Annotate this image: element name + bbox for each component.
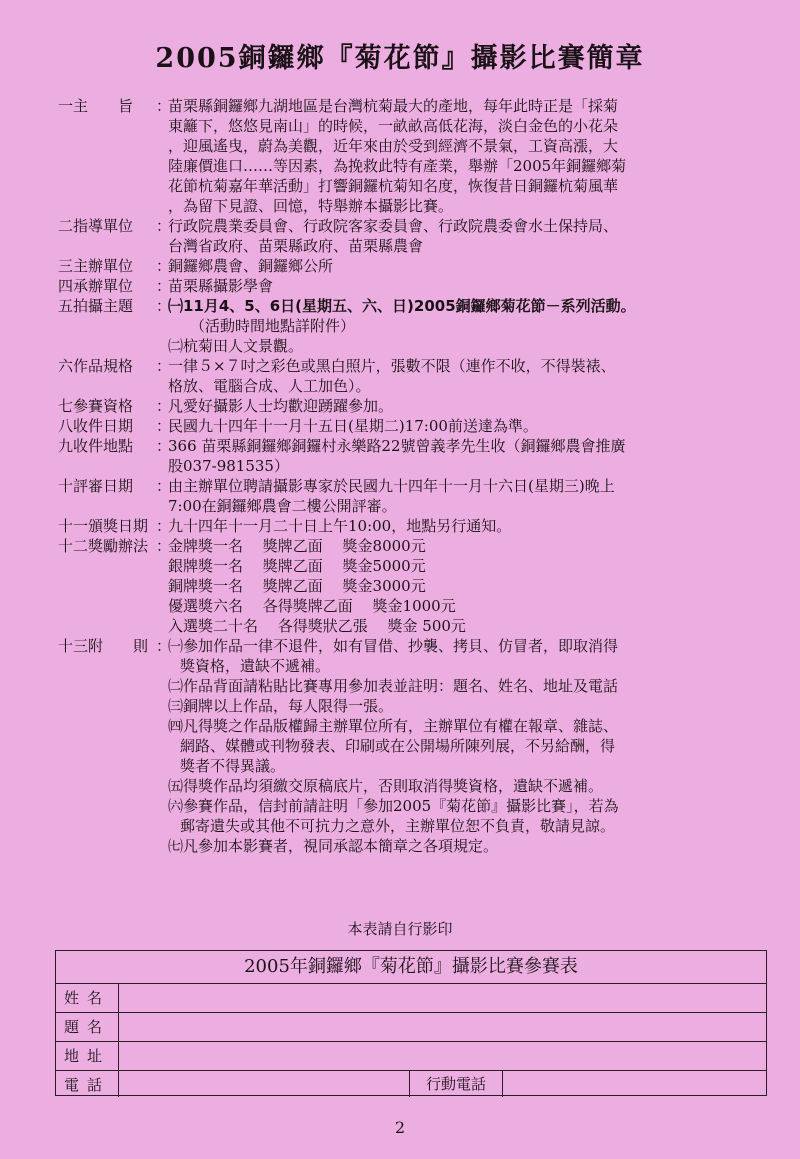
rule-label: 九收件地點 [58,437,134,455]
phone-label: 電話 [56,1071,119,1097]
rule-label: 十三附 則 [58,637,149,655]
rule-label: 五拍攝主題 [58,297,134,315]
rule-line: 7:00在銅鑼鄉農會二樓公開評審。 [168,497,397,515]
award-line: 銅牌獎一名 獎牌乙面 獎金3000元 [168,577,426,595]
title-label: 題名 [56,1013,119,1041]
rule-line: ，迎風遙曳，蔚為美觀，近年來由於受到經濟不景氣，工資高漲，大 [168,137,619,155]
address-label: 地址 [56,1042,119,1070]
title-field[interactable] [119,1013,766,1041]
rule-line: 東籬下，悠悠見南山」的時候，一畝畝高低花海，淡白金色的小花朵 [168,117,619,135]
rule-label: 二指導單位 [58,217,134,235]
note-line: ㈦凡參加本影賽者，視同承認本簡章之各項規定。 [168,837,499,855]
note-line: 獎資格，遺缺不遞補。 [180,657,331,675]
rule-label: 三主辦單位 [58,257,134,275]
rule-line: 九十四年十一月二十日上午10:00，地點另行通知。 [168,517,512,535]
rule-line: 股037-981535） [168,457,289,475]
rule-body [168,96,778,216]
note-line: ㈡作品背面請粘貼比賽專用參加表並註明：題名、姓名、地址及電話 [168,677,619,695]
rule-purpose: 一主 旨 ： 苗栗縣銅鑼鄉九湖地區是台灣杭菊最大的產地，每年此時正是「採菊 東籬下，悠悠見南山」的時候，一畝畝高低花海，淡白金色的小花朵 ，迎風遙曳，蔚為美觀，近年來由於受到經濟不景氣，工資高漲，大 陸廉價進口……等因素，為挽救此特有產業，舉辦「2005年銅鑼鄉菊 花節杭菊嘉年華活動」打響銅鑼杭菊知名度，恢復昔日銅鑼杭菊風華 ，為留下見證、回憶，特舉辦本攝影比賽。 [58,96,778,216]
rule-line: 格放、電腦合成、人工加色）。 [168,377,371,395]
rule-label: 四承辦單位 [58,277,134,295]
name-label: 姓名 [56,984,119,1012]
mobile-field[interactable] [503,1071,766,1097]
entry-form [55,950,767,1096]
rule-guide: 二指導單位 ： 行政院農業委員會、行政院客家委員會、行政院農委會水土保持局、 台灣省政府、苗栗縣政府、苗栗縣農會 [58,216,778,256]
rule-line: 由主辦單位聘請攝影專家於民國九十四年十一月十六日(星期三)晚上 [168,477,615,495]
name-field[interactable] [119,984,766,1012]
form-row-title [56,1013,766,1042]
rule-label: 十二獎勵辦法 [58,537,149,555]
rule-line: 銅鑼鄉農會、銅鑼鄉公所 [168,257,334,275]
rule-line: 苗栗縣銅鑼鄉九湖地區是台灣杭菊最大的產地，每年此時正是「採菊 [168,97,619,115]
form-row-phone [56,1071,766,1097]
rules-list [58,96,778,856]
form-row-address [56,1042,766,1071]
note-line: 網路、媒體或刊物發表、印刷或在公開場所陳列展，不另給酬，得 [180,737,616,755]
note-line: ㈥參賽作品，信封前請註明「參加2005『菊花節』攝影比賽」，若為 [168,797,619,815]
page-title: 2005銅鑼鄉『菊花節』攝影比賽簡章 [155,43,645,74]
rule-body [168,216,778,256]
rule-line: ㈠11月4、5、6日(星期五、六、日)2005銅鑼鄉菊花節－系列活動。 [168,297,636,315]
rule-line: 陸廉價進口……等因素，為挽救此特有產業，舉辦「2005年銅鑼鄉菊 [168,157,627,175]
rule-line: 一律５×７吋之彩色或黑白照片，張數不限（連作不收，不得裝裱、 [168,357,616,375]
rule-theme: 五拍攝主題 ： ㈠11月4、5、6日(星期五、六、日)2005銅鑼鄉菊花節－系列活動。 （活動時間地點詳附件） ㈡杭菊田人文景觀。 [58,296,778,356]
rule-line: 民國九十四年十一月十五日(星期二)17:00前送達為準。 [168,417,538,435]
note-line: ㈢銅牌以上作品，每人限得一張。 [168,697,394,715]
rule-line: （活動時間地點詳附件） [190,317,356,335]
rule-line: 花節杭菊嘉年華活動」打響銅鑼杭菊知名度，恢復昔日銅鑼杭菊風華 [168,177,619,195]
award-line: 銀牌獎一名 獎牌乙面 獎金5000元 [168,557,426,575]
rule-line: 凡愛好攝影人士均歡迎踴躍參加。 [168,397,394,415]
rule-notes: 十三附 則 ： ㈠參加作品一律不退件，如有冒借、抄襲、拷貝、仿冒者，即取消得 獎資格，遺缺不遞補。 ㈡作品背面請粘貼比賽專用參加表並註明：題名、姓名、地址及電話 ㈢銅牌以上作品，每人限得一張。 ㈣凡得獎之作品版權歸主辦單位所有，主辦單位有權在報章、雜誌、 網路、媒體或刊物發表、印刷或在公開場所陳列展，不另給酬，得 獎者不得異議。 ㈤得獎作品均須繳交原稿底片，否則取消得獎資格，遺缺不遞補。 ㈥參賽作品，信封前請註明「參加2005『菊花節』攝影比賽」，若為 郵寄遺失或其他不可抗力之意外，主辦單位恕不負責，敬請見諒。 ㈦凡參加本影賽者，視同承認本簡章之各項規定。 [58,636,778,856]
note-line: 郵寄遺失或其他不可抗力之意外，主辦單位恕不負責，敬請見諒。 [180,817,616,835]
note-line: ㈠參加作品一律不退件，如有冒借、抄襲、拷貝、仿冒者，即取消得 [168,637,619,655]
form-row-name [56,984,766,1013]
photocopy-note: 本表請自行影印 [347,920,453,938]
rule-line: 台灣省政府、苗栗縣政府、苗栗縣農會 [168,237,424,255]
award-line: 入選獎二十名 各得獎狀乙張 獎金 500元 [168,617,466,635]
note-line: 獎者不得異議。 [180,757,286,775]
address-field[interactable] [119,1042,766,1070]
rule-label: 六作品規格 [58,357,134,375]
rule-label: 十評審日期 [58,477,134,495]
rule-address: 九收件地點 ： 366 苗栗縣銅鑼鄉銅鑼村永樂路22號曾義孝先生收（銅鑼鄉農會推廣 股037-981535） [58,436,778,476]
rule-host: 三主辦單位 ： 銅鑼鄉農會、銅鑼鄉公所 [58,256,778,276]
form-title: 2005年銅鑼鄉『菊花節』攝影比賽參賽表 [56,951,766,984]
award-line: 優選獎六名 各得獎牌乙面 獎金1000元 [168,597,456,615]
rule-label: 八收件日期 [58,417,134,435]
rule-award-date: 十一頒獎日期 ： 九十四年十一月二十日上午10:00，地點另行通知。 [58,516,778,536]
rule-label: 一主 旨 [58,97,134,115]
rule-line: ，為留下見證、回憶，特舉辦本攝影比賽。 [168,197,454,215]
rule-line: ㈡杭菊田人文景觀。 [168,337,304,355]
rule-line: 苗栗縣攝影學會 [168,277,274,295]
rule-line: 行政院農業委員會、行政院客家委員會、行政院農委會水土保持局、 [168,217,619,235]
rule-judging: 十評審日期 ： 由主辦單位聘請攝影專家於民國九十四年十一月十六日(星期三)晚上 7:00在銅鑼鄉農會二樓公開評審。 [58,476,778,516]
rule-spec: 六作品規格 ： 一律５×７吋之彩色或黑白照片，張數不限（連作不收，不得裝裱、 格放、電腦合成、人工加色）。 [58,356,778,396]
rule-line: 366 苗栗縣銅鑼鄉銅鑼村永樂路22號曾義孝先生收（銅鑼鄉農會推廣 [168,437,626,455]
phone-field[interactable] [119,1071,410,1097]
note-line: ㈣凡得獎之作品版權歸主辦單位所有，主辦單位有權在報章、雜誌、 [168,717,619,735]
award-line: 金牌獎一名 獎牌乙面 獎金8000元 [168,537,426,555]
mobile-label: 行動電話 [410,1071,503,1097]
rule-eligibility: 七參賽資格 ： 凡愛好攝影人士均歡迎踴躍參加。 [58,396,778,416]
rule-deadline: 八收件日期 ： 民國九十四年十一月十五日(星期二)17:00前送達為準。 [58,416,778,436]
rule-label: 七參賽資格 [58,397,134,415]
rule-awards: 十二獎勵辦法 ： 金牌獎一名 獎牌乙面 獎金8000元 銀牌獎一名 獎牌乙面 獎金5000元 銅牌獎一名 獎牌乙面 獎金3000元 優選獎六名 各得獎牌乙面 獎金1000元 入選獎二十名 各得獎狀乙張 獎金 500元 [58,536,778,636]
rule-label: 十一頒獎日期 [58,517,149,535]
page-number: 2 [394,1118,406,1137]
rule-organizer: 四承辦單位 ： 苗栗縣攝影學會 [58,276,778,296]
note-line: ㈤得獎作品均須繳交原稿底片，否則取消得獎資格，遺缺不遞補。 [168,777,604,795]
